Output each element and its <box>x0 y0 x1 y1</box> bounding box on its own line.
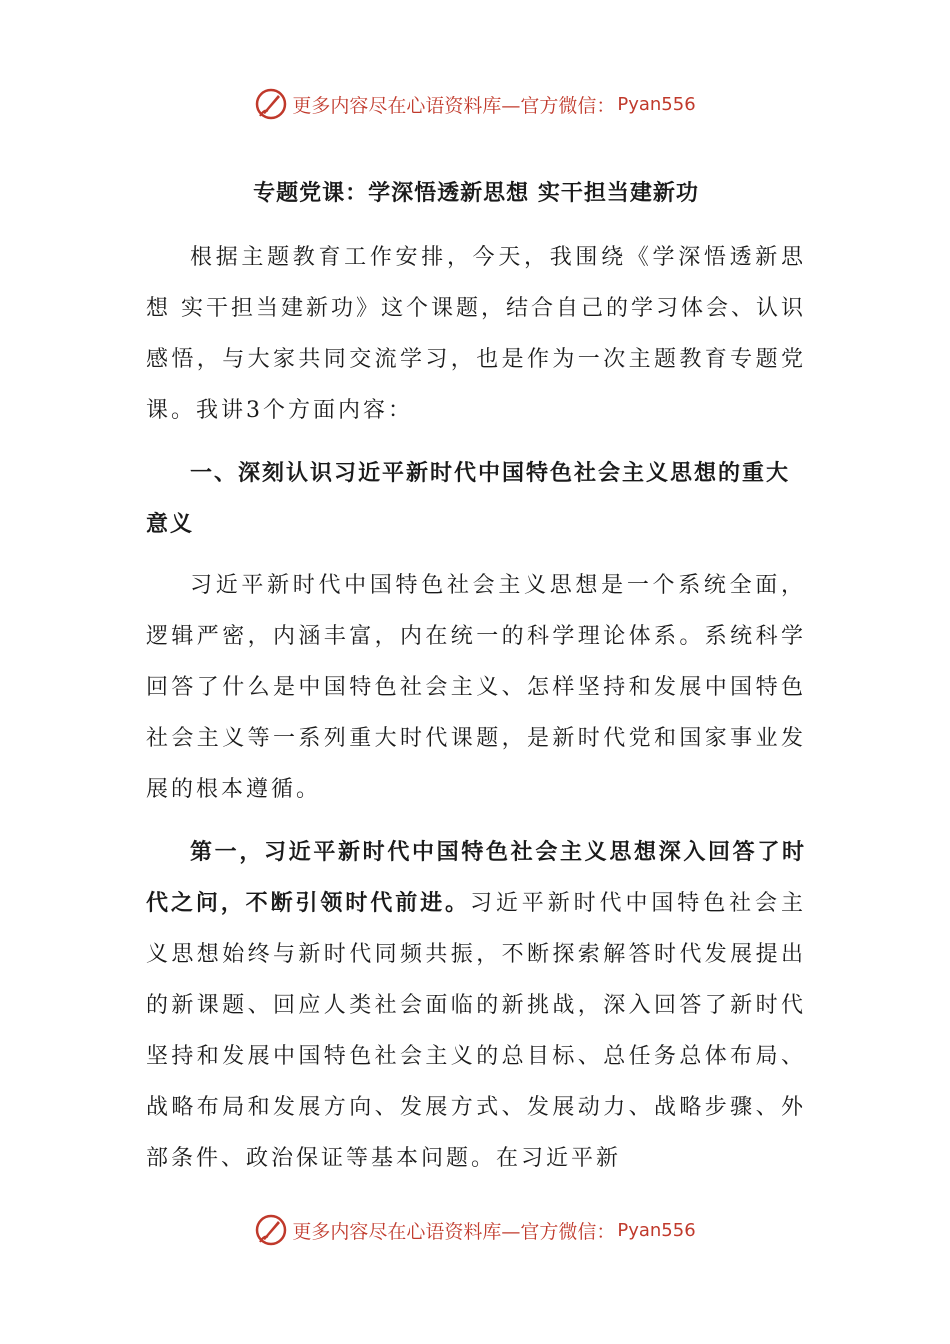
point-1-body: 习近平新时代中国特色社会主义思想始终与新时代同频共振，不断探索解答时代发展提出的新课题、回应人类社会面临的新挑战，深入回答了新时代坚持和发展中国特色社会主义的总目标、总任务总体布局、战略布局和发展方向、发展方式、发展动力、战略步骤、外部条件、政治保证等基本问题。在习近平新 <box>146 891 806 1171</box>
banner-wechat-id: Pyan556 <box>617 93 696 115</box>
banner-text: 更多内容尽在心语资料库—官方微信： <box>292 1220 616 1243</box>
header-watermark-banner <box>0 84 950 124</box>
point-1-paragraph <box>146 827 806 1184</box>
section-1-heading: 一、深刻认识习近平新时代中国特色社会主义思想的重大意义 <box>146 461 791 537</box>
banner-wechat-id: Pyan556 <box>617 1219 696 1241</box>
section-1-paragraph: 习近平新时代中国特色社会主义思想是一个系统全面，逻辑严密，内涵丰富，内在统一的科学理论体系。系统科学回答了什么是中国特色社会主义、怎样坚持和发展中国特色社会主义等一系列重大时代课题，是新时代党和国家事业发展的根本遵循。 <box>146 573 806 802</box>
banner-text: 更多内容尽在心语资料库—官方微信： <box>292 94 616 117</box>
footer-watermark-banner <box>0 1210 950 1250</box>
document-body <box>146 168 806 1184</box>
quill-logo-icon <box>254 1213 288 1247</box>
intro-paragraph: 根据主题教育工作安排，今天，我围绕《学深悟透新思想 实干担当建新功》这个课题，结合自己的学习体会、认识感悟，与大家共同交流学习，也是作为一次主题教育专题党课。我讲3个方面内容： <box>146 245 806 423</box>
document-title: 专题党课：学深悟透新思想 实干担当建新功 <box>253 181 699 206</box>
point-1-lead: 第一，习近平新时代中国特色社会主义思想深入回答了时代之问，不断引领时代前进。 <box>146 840 806 916</box>
quill-logo-icon <box>254 87 288 121</box>
